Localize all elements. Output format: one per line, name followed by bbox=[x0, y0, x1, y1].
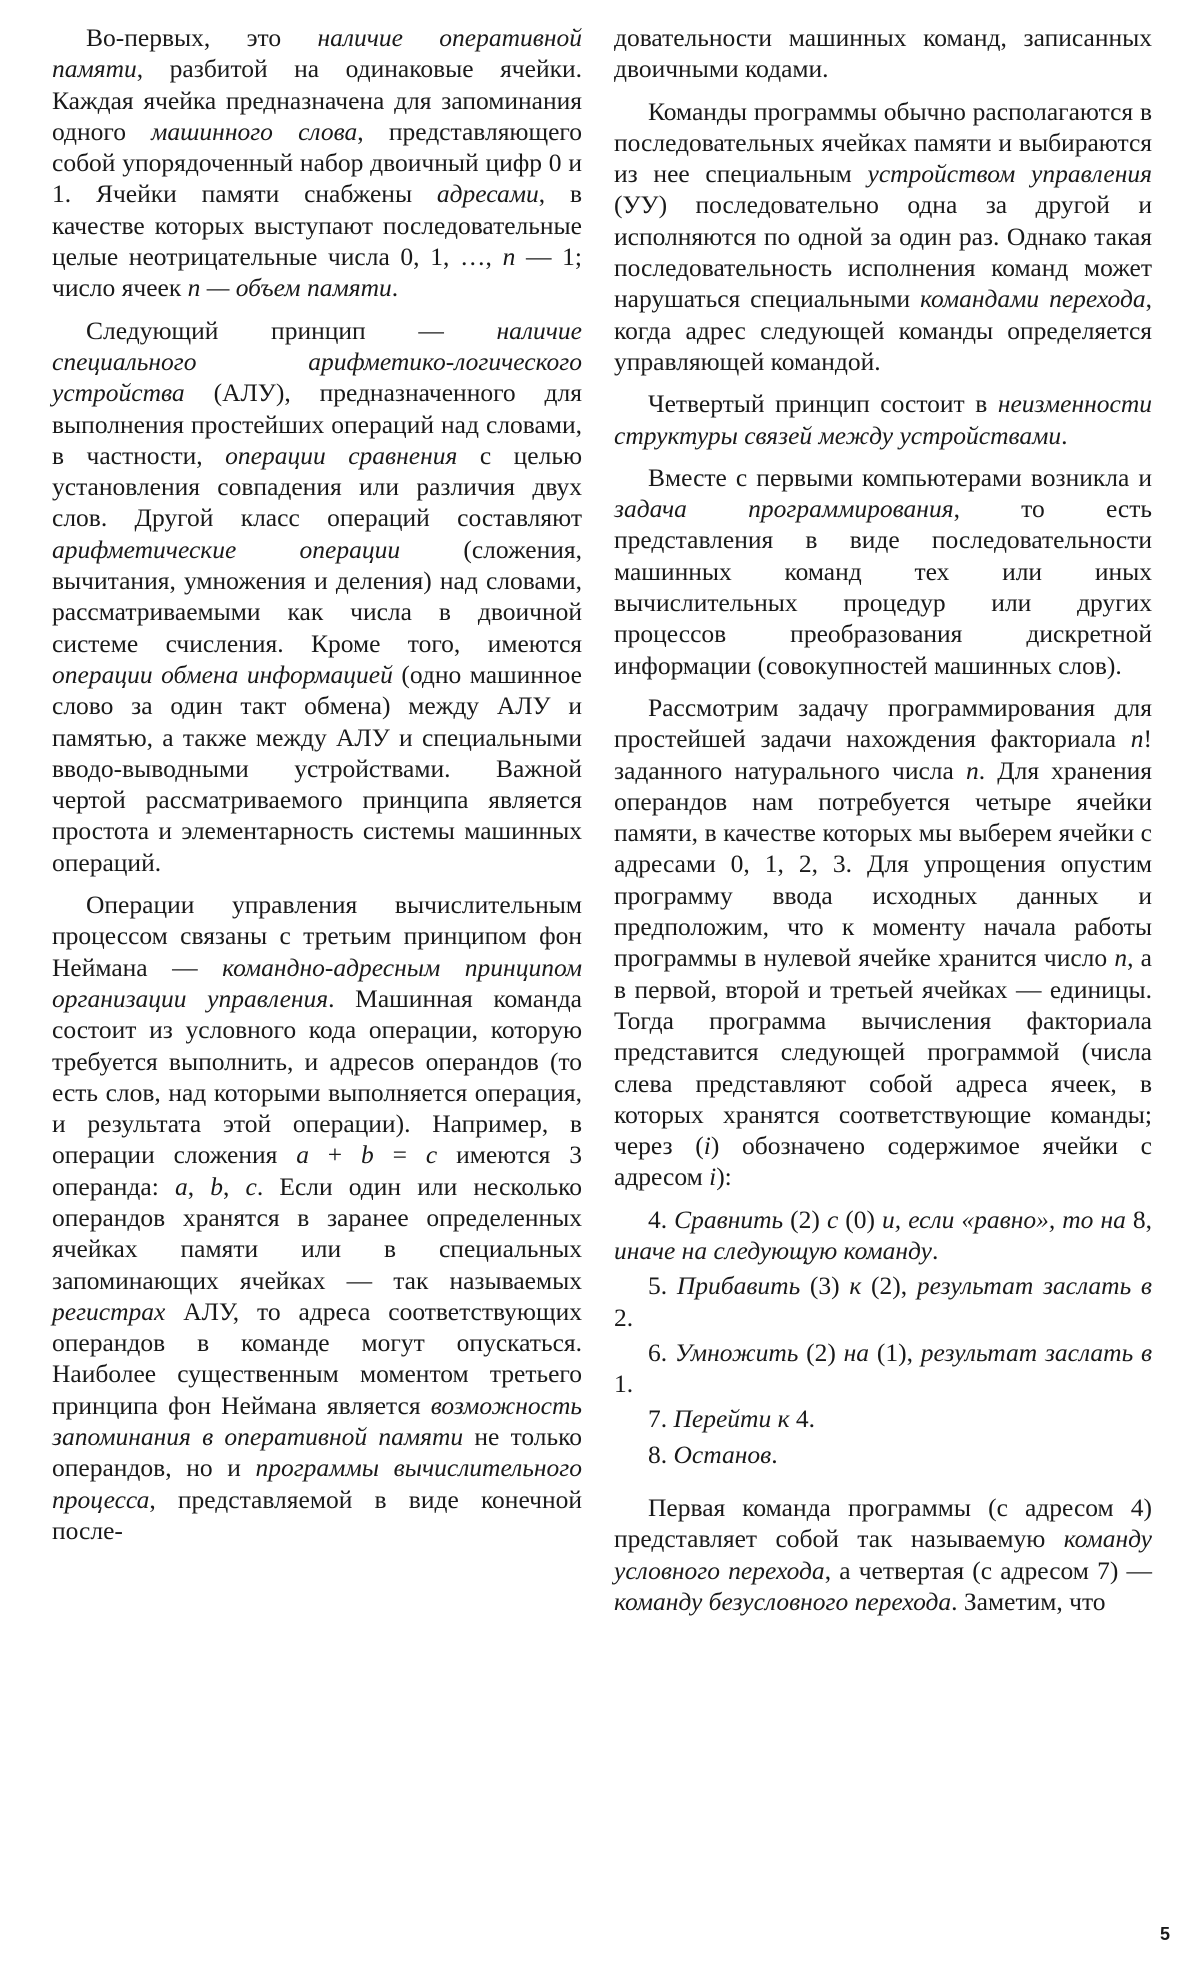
text: Четвертый принцип состоит в bbox=[648, 389, 998, 419]
term-conditional-jump: команду условного перехода bbox=[614, 1524, 1152, 1585]
term-addresses: адресами bbox=[436, 179, 539, 209]
paragraph-factorial bbox=[614, 692, 1152, 1193]
step-number: 4. bbox=[648, 1204, 668, 1234]
right-column bbox=[614, 22, 1152, 1628]
term-jump-commands: командами перехода bbox=[920, 284, 1146, 314]
text: , то есть представления в виде последовательности машинных команд тех или иных вычислительных процедур или других процессов преобразования дискретной информации (совокупностей машинных слов). bbox=[614, 494, 1152, 680]
var-c: c bbox=[245, 1171, 257, 1201]
term-store-in-memory: возможность запоминания в оперативной памяти bbox=[52, 1390, 582, 1452]
step-text: Умножить bbox=[674, 1337, 799, 1367]
text: Во-первых, это bbox=[86, 23, 318, 52]
text: , в качестве которых выступают последовательные целые неотрицательные числа 0, 1, …, bbox=[52, 179, 582, 272]
text: , разбитой на одинаковые ячейки. Каждая ячейка предназначена для запоминания одного bbox=[52, 54, 582, 146]
text: . Машинная команда состоит из условного кода операции, которую требуется выполнить, и адресов операндов (то есть слов, над которыми выполняется операция, и результата этой операции). Например, в операции сложения bbox=[52, 983, 582, 1170]
paragraph-programming-task bbox=[614, 462, 1152, 681]
step-text: (2) bbox=[783, 1204, 827, 1234]
text: , представляющего собой упорядоченный набор двоичный цифр 0 и 1. Ячейки памяти снабжены bbox=[52, 116, 583, 209]
program-step-5 bbox=[614, 1270, 1152, 1333]
text: , bbox=[223, 1171, 246, 1201]
program-step-4 bbox=[614, 1204, 1152, 1267]
step-text: (2), bbox=[861, 1271, 917, 1301]
term-program: программы вычислительного процесса bbox=[52, 1453, 582, 1514]
paragraph-control-unit bbox=[614, 96, 1152, 378]
text: — 1; число ячеек bbox=[52, 242, 583, 303]
text: . Для хранения операндов нам потребуется четыре ячейки памяти, в качестве которых мы выберем ячейки с адресами 0, 1, 2, 3. Для упрощения опустим программу ввода исходных данных и предположим, что к моменту начала работы программы в нулевой ячейке хранится число bbox=[614, 755, 1152, 973]
step-text: с bbox=[826, 1204, 839, 1234]
text: Рассмотрим задачу программирования для простейшей задачи нахождения факториала bbox=[614, 692, 1152, 754]
text: , а в первой, второй и третьей ячейках — единицы. Тогда программа вычисления факториала представится следующей программой (числа слева представляют собой адреса ячеек, в которых хранятся соответствующие команды; через ( bbox=[614, 943, 1152, 1161]
text: . bbox=[391, 273, 399, 303]
step-number: 6. bbox=[648, 1337, 668, 1367]
var-a: a bbox=[296, 1140, 309, 1170]
text: не только операндов, но и bbox=[52, 1422, 582, 1483]
step-text: Останов bbox=[673, 1439, 772, 1469]
term-control-unit: устройством управления bbox=[867, 159, 1152, 189]
program-listing bbox=[614, 1204, 1152, 1470]
term-operative-memory: наличие оперативной памяти bbox=[52, 23, 582, 84]
text: (АЛУ), предназначенного для выполнения простейших операций над словами, в частности, bbox=[52, 378, 582, 470]
text: с целью установления совпадения или различия двух слов. Другой класс операций составляют bbox=[52, 440, 582, 533]
step-text: и, если «равно», то на bbox=[882, 1204, 1126, 1234]
text: , bbox=[187, 1171, 211, 1201]
term-programming-task: задача программирования bbox=[614, 494, 954, 524]
term-alu: наличие специального арифметико-логического устройства bbox=[52, 315, 582, 408]
step-text: (1), bbox=[869, 1337, 921, 1367]
step-text: (3) bbox=[800, 1271, 850, 1301]
program-step-8 bbox=[614, 1439, 1152, 1470]
term-arithmetic-ops: арифметические операции bbox=[52, 534, 401, 564]
step-text: 8, bbox=[1125, 1204, 1153, 1234]
step-number: 8. bbox=[648, 1439, 668, 1469]
text: Операции управления вычислительным процессом связаны с третьим принципом фон Неймана — bbox=[52, 890, 582, 982]
var-c: c bbox=[425, 1140, 438, 1170]
step-text: 4. bbox=[789, 1404, 816, 1434]
var-n: n bbox=[502, 242, 516, 272]
paragraph-control bbox=[52, 889, 582, 1546]
step-text: 2. bbox=[614, 1302, 634, 1332]
step-text: Сравнить bbox=[674, 1204, 784, 1234]
step-text: результат заслать в bbox=[916, 1271, 1152, 1301]
term-unconditional-jump: команду безусловного перехода bbox=[614, 1586, 952, 1616]
step-text: (2) bbox=[798, 1337, 844, 1367]
var-a: a bbox=[174, 1171, 188, 1201]
term-comparison: операции сравнения bbox=[225, 440, 458, 470]
text: . Заметим, что bbox=[951, 1586, 1106, 1616]
text: (одно машинное слово за один такт обмена) между АЛУ и памятью, а также между АЛУ и специальными вводо-выводными устройствами. Важной чертой рассматриваемого принципа является простота и элементарность системы машинных операций. bbox=[52, 659, 582, 877]
step-text: (0) bbox=[838, 1204, 883, 1234]
text: АЛУ, то адреса соответствующих операндов в команде могут опускаться. Наиболее существенным моментом третьего принципа фон Неймана является bbox=[52, 1296, 582, 1420]
paragraph-memory bbox=[52, 22, 582, 304]
text: Следующий принцип — bbox=[86, 315, 497, 345]
text: ! заданного натурального числа bbox=[614, 724, 1152, 785]
page-number: 5 bbox=[1159, 1924, 1170, 1944]
program-step-7 bbox=[614, 1403, 1152, 1434]
text: довательности машинных команд, записанных двоичными кодами. bbox=[614, 23, 1152, 84]
paragraph-alu bbox=[52, 315, 582, 878]
var-n: n bbox=[1114, 943, 1128, 973]
paragraph-fourth-principle bbox=[614, 388, 1152, 451]
text: . bbox=[1061, 420, 1068, 450]
step-text: Перейти к bbox=[673, 1404, 790, 1434]
step-text: иначе на следующую команду bbox=[614, 1235, 932, 1265]
var-i: i bbox=[703, 1131, 711, 1161]
text: + bbox=[308, 1140, 362, 1170]
left-column bbox=[52, 22, 582, 1557]
text: . Если один или несколько операндов хранятся в заранее определенных ячейках памяти или в специальных запоминающих ячейках — так называемых bbox=[52, 1171, 583, 1295]
text: Первая команда программы (с адресом 4) представляет собой так называемую bbox=[614, 1493, 1152, 1554]
paragraph-jumps bbox=[614, 1492, 1152, 1617]
step-text: результат заслать в bbox=[920, 1337, 1153, 1367]
term-fixed-structure: неизменности структуры связей между устройствами bbox=[614, 389, 1152, 450]
text: = bbox=[373, 1140, 426, 1170]
step-number: 5. bbox=[648, 1271, 668, 1301]
var-b: b bbox=[361, 1140, 374, 1170]
step-text: . bbox=[771, 1439, 778, 1469]
text: , когда адрес следующей команды определяется управляющей командой. bbox=[614, 284, 1152, 376]
var-i: i bbox=[709, 1162, 717, 1192]
paragraph-continuation bbox=[614, 22, 1152, 85]
text: (УУ) последовательно одна за другой и исполняются по одной за один раз. Однако такая последовательность исполнения команд может нарушаться специальными bbox=[614, 190, 1152, 314]
text: имеются 3 операнда: bbox=[52, 1140, 582, 1201]
term-registers: регистрах bbox=[52, 1296, 166, 1326]
text: , а четвертая (с адресом 7) — bbox=[824, 1555, 1152, 1585]
step-number: 7. bbox=[648, 1404, 668, 1434]
var-n: n bbox=[1130, 724, 1144, 754]
step-text: 1. bbox=[614, 1369, 634, 1399]
text: , представляемой в виде конечной после- bbox=[52, 1484, 582, 1545]
term-memory-size: n — объем памяти bbox=[187, 273, 392, 303]
term-machine-word: машинного слова bbox=[151, 116, 358, 146]
text: Вместе с первыми компьютерами возникла и bbox=[648, 462, 1152, 492]
var-b: b bbox=[210, 1171, 223, 1201]
program-step-6 bbox=[614, 1337, 1152, 1400]
text: (сложения, вычитания, умножения и деления) над словами, рассматриваемыми как числа в двоичной системе счисления. Кроме того, имеются bbox=[52, 534, 582, 658]
term-command-address: командно-адресным принципом организации управления bbox=[52, 952, 582, 1013]
step-text: на bbox=[843, 1337, 870, 1367]
term-exchange-ops: операции обмена информацией bbox=[52, 659, 393, 689]
text: ) обозначено содержимое ячейки с адресом bbox=[614, 1131, 1152, 1192]
text: Команды программы обычно располагаются в последовательных ячейках памяти и выбираются из нее специальным bbox=[614, 96, 1152, 189]
text: ): bbox=[716, 1162, 732, 1192]
step-text: Прибавить bbox=[676, 1271, 801, 1301]
var-n: n bbox=[965, 755, 979, 785]
step-text: к bbox=[849, 1271, 862, 1301]
step-text: . bbox=[931, 1235, 939, 1265]
